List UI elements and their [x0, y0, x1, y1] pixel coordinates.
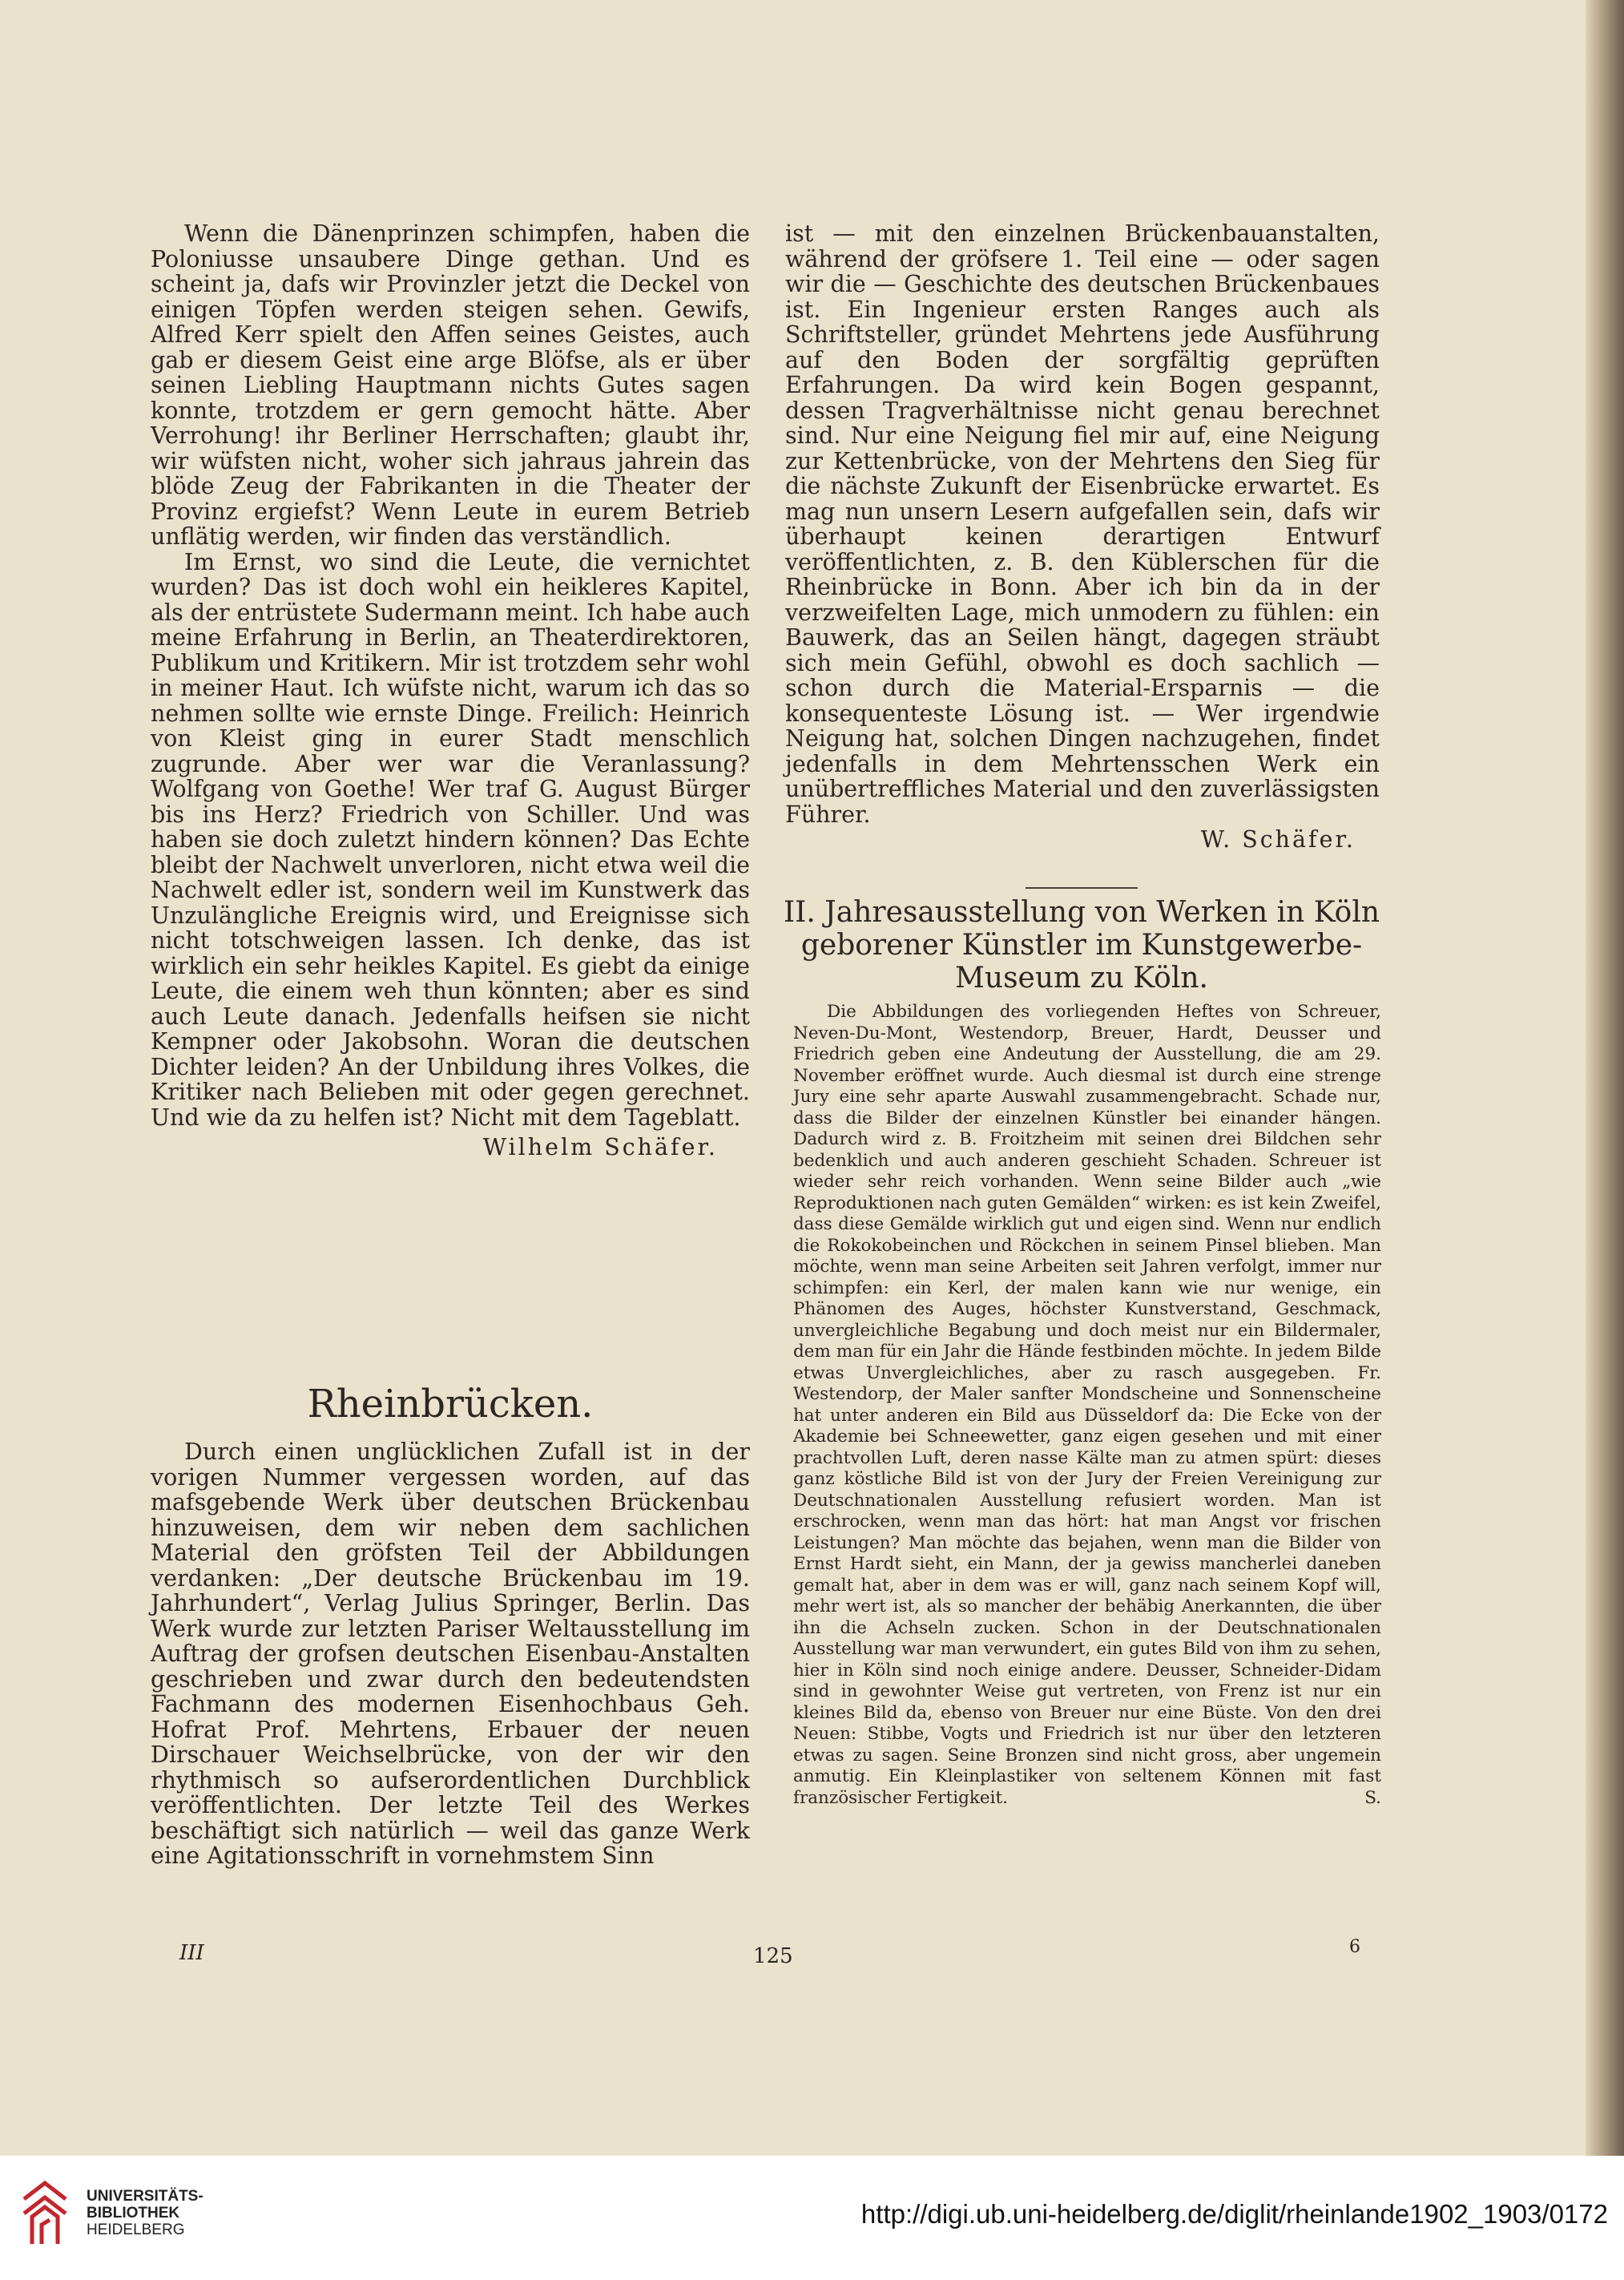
paragraph: Wenn die Dänenprinzen schimpfen, haben die Poloniusse unsaubere Dinge gethan. Und es scheint ja, dafs wir Provinzler jetzt die Deckel von einigen Töpfen werden steigen sehen. Gewifs, Alfred Kerr spielt den Affen seines Geistes, auch gab er diesem Geist eine arge Blöfse, als er über seinen Liebling Hauptmann nichts Gutes sagen konnte, trotzdem er gern gemocht hätte. Aber Verrohung! ihr Berliner Herrschaften; glaubt ihr, wir wüfsten nicht, woher sich jahraus jahrein das blöde Zeug der Fabrikanten in die Theater der Provinz ergiefst? Wenn Leute in eurem Betrieb unflätig werden, wir finden das verständlich.: [151, 220, 750, 550]
section-divider: [1026, 887, 1138, 889]
permalink-url[interactable]: http://digi.ub.uni-heidelberg.de/diglit/rheinlande1902_1903/0172: [860, 2199, 1608, 2229]
library-name-line: BIBLIOTHEK: [87, 2205, 180, 2221]
library-name: [87, 2188, 204, 2238]
paragraph: Im Ernst, wo sind die Leute, die vernichtet wurden? Das ist doch wohl ein heikleres Kapitel, als der entrüstete Sudermann meint. Ich habe auch meine Erfahrung in Berlin, an Theaterdirektoren, Publikum und Kritikern. Mir ist trotzdem sehr wohl in meiner Haut. Ich wüfste nicht, warum ich das so nehmen sollte wie ernste Dinge. Freilich: Heinrich von Kleist ging in eurer Stadt menschlich zugrunde. Aber wer war die Veranlassung? Wolfgang von Goethe! Wer traf G. August Bürger bis ins Herz? Friedrich von Schiller. Und was haben sie doch zuletzt hindern können? Das Echte bleibt der Nachwelt unverloren, nicht etwa weil die Nachwelt edler ist, sondern weil im Kunstwerk das Unzulängliche Ereignis wird, und Ereignisse sich nicht totschweigen lassen. Ich denke, das ist wirklich ein sehr heikles Kapitel. Es giebt da einige Leute, die einem weh thun könnten; aber es sind auch Leute danach. Jedenfalls heifsen sie nicht Kempner oder Jakobsohn. Woran die deutschen Dichter leiden? An der Unbildung ihres Volkes, die Kritiker nach Belieben mit oder gegen gerechnet. Und wie da zu helfen ist? Nicht mit dem Tageblatt.: [151, 548, 750, 1131]
university-library-logo-icon: [18, 2175, 74, 2252]
author-signature: S.: [1364, 1787, 1381, 1808]
paragraph: [793, 1002, 1381, 1809]
library-name-line: UNIVERSITÄTS-: [87, 2188, 204, 2205]
paragraph: [785, 221, 1380, 853]
section-title-jahresausstellung: II. Jahresausstellung von Werken in Köln geborener Künstler im Kunstgewerbe-Museum zu Köln.: [783, 896, 1380, 995]
paragraph-text: Die Abbildungen des vorliegenden Heftes von Schreuer, Neven-Du-Mont, Westendorp, Breuer, Hardt, Deusser und Friedrich geben eine Andeutung der Ausstellung, die am 29. November eröffnet wurde. Auch diesmal ist durch eine strenge Jury eine sehr aparte Auswahl zusammengebracht. Schade nur, dass die Bilder der einzelnen Künstler bei einander hängen. Dadurch wird z. B. Froitzheim mit seinen drei Bildchen sehr bedenklich und auch anderen geschieht Schaden. Schreuer ist wieder sehr reich vorhanden. Wenn seine Bilder auch „wie Reproduktionen nach guten Gemälden“ wirken: es ist kein Zweifel, dass diese Gemälde wirklich gut und eigen sind. Wenn nur endlich die Rokokobeinchen und Röckchen in seinem Pinsel blieben. Man möchte, wenn man seine Arbeiten seit Jahren verfolgt, immer nur schimpfen: ein Kerl, der malen kann wie nur wenige, ein Phänomen des Auges, höchster Kunstverstand, Geschmack, unvergleichliche Begabung und doch meist nur ein Bildermaler, dem man für ein Jahr die Hände festbinden möchte. In jedem Bilde etwas Unvergleichliches, aber zu rasch ausgegeben. Fr. Westendorp, der Maler sanfter Mondscheine und Sonnenscheine hat unter anderen ein Bild aus Düsseldorf da: Die Ecke von der Akademie bei Schneewetter, ganz eigen gesehen und mit einer prachtvollen Luft, deren nasse Kälte man zu atmen spürt: dieses ganz köstliche Bild ist von der Jury der Freien Vereinigung zur Deutschnationalen Ausstellung refusiert worden. Man ist erschrocken, wenn man das hört: hat man Angst vor frischen Leistungen? Man möchte das bejahen, wenn man die Bilder von Ernst Hardt sieht, ein Mann, der ja gewiss mancherlei daneben gemalt hat, aber in dem was er will, ganz nach seinem Kopf will, mehr wert ist, als so mancher der behäbig Anerkannten, die über ihn die Achseln zucken. Schon in der Deutschnationalen Ausstellung war man verwundert, ein gutes Bild von ihm zu sehen, hier in Köln sind noch einige andere. Deusser, Schneider-Didam sind in gewohnter Weise gut vertreten, von Frenz ist nur ein kleines Bild da, ebenso von Breuer nur eine Büste. Von den drei Neuen: Stibbe, Vogts und Friedrich ist nur über den letzteren etwas zu sagen. Seine Bronzen sind nicht gross, aber ungemein anmutig. Ein Kleinplastiker von seltenem Können mit fast französischer Fertigkeit.: [793, 1002, 1381, 1808]
library-name-line: HEIDELBERG: [87, 2221, 185, 2238]
signature-mark: III: [179, 1941, 204, 1965]
rheinbruecken-article: [151, 1439, 750, 1869]
rheinbruecken-continuation: [785, 221, 1380, 853]
jahresausstellung-article: [793, 1002, 1381, 1809]
page-number: 125: [753, 1944, 793, 1968]
continuation-text: ist — mit den einzelnen Brückenbauanstalten, während der gröfsere 1. Teil eine — oder sagen wir die — Geschichte des deutschen Brückenbaues ist. Ein Ingenieur ersten Ranges auch als Schriftsteller, gründet Mehrtens jede Ausführung auf den Boden der sorgfältig geprüften Erfahrungen. Da wird kein Bogen gespannt, dessen Tragverhältnisse nicht genau berechnet sind. Nur eine Neigung fiel mir auf, eine Neigung zur Kettenbrücke, von der Mehrtens den Sieg für die nächste Zukunft der Eisenbrücke erwartet. Es mag nun unsern Lesern aufgefallen sein, dafs wir überhaupt keinen derartigen Entwurf veröffentlichten, z. B. den Küblerschen für die Rheinbrücke in Bonn. Aber ich bin da in der verzweifelten Lage, mich unmodern zu fühlen: ein Bauwerk, das an Seilen hängt, dagegen sträubt sich mein Gefühl, obwohl es doch sachlich — schon durch die Material-Ersparnis — die konsequenteste Lösung ist. — Wer irgendwie Neigung hat, solchen Dingen nachzugehen, findet jedenfalls in dem Mehrtensschen Werk ein unübertreffliches Material und den zuverlässigsten Führer.: [785, 220, 1380, 828]
paragraph: Durch einen unglücklichen Zufall ist in der vorigen Nummer vergessen worden, auf das mafsgebende Werk über deutschen Brückenbau hinzuweisen, dem wir neben dem sachlichen Material den gröfsten Teil der Abbildungen verdanken: „Der deutsche Brückenbau im 19. Jahrhundert“, Verlag Julius Springer, Berlin. Das Werk wurde zur letzten Pariser Weltausstellung im Auftrag der grofsen deutschen Eisenbau-Anstalten geschrieben und zwar durch den bedeutendsten Fachmann des modernen Eisenhochbaus Geh. Hofrat Prof. Mehrtens, Erbauer der neuen Dirschauer Weichselbrücke, von der wir den rhythmisch so aufserordentlichen Durchblick veröffentlichten. Der letzte Teil des Werkes beschäftigt sich natürlich — weil das ganze Werk eine Agitationsschrift in vornehmstem Sinn: [151, 1439, 750, 1869]
left-column-article: [151, 221, 750, 1160]
library-footer-bar: [0, 2156, 1624, 2280]
author-signature: W. Schäfer.: [1200, 826, 1356, 853]
author-signature: Wilhelm Schäfer.: [482, 1134, 718, 1160]
page-edge-shadow: [1586, 0, 1624, 2156]
section-title-rheinbruecken: Rheinbrücken.: [307, 1382, 594, 1427]
sheet-number: 6: [1349, 1937, 1360, 1957]
